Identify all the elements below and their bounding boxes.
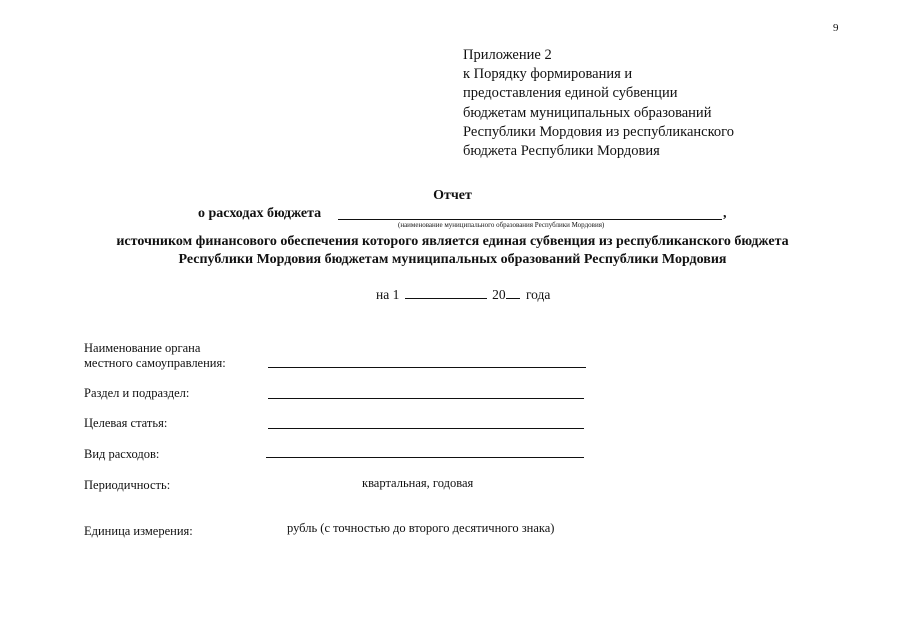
date-prefix: на 1: [376, 287, 400, 302]
report-title: Отчет: [433, 188, 472, 203]
annex-heading: [463, 46, 734, 161]
expense-type-field[interactable]: [266, 457, 584, 458]
report-date-line: [376, 287, 550, 303]
target-field[interactable]: [268, 428, 584, 429]
annex-line: Приложение 2: [463, 47, 552, 63]
periodicity-value: квартальная, годовая: [362, 476, 474, 490]
date-year-blank[interactable]: [506, 288, 520, 299]
annex-line: предоставления единой субвенции: [463, 85, 678, 102]
section-label: Раздел и подраздел:: [84, 386, 190, 400]
municipality-name-hint: (наименование муниципального образования Республики Мордовия): [398, 221, 605, 229]
date-month-blank[interactable]: [405, 288, 487, 299]
annex-line: Республики Мордовия из республиканского: [463, 123, 735, 140]
date-year-prefix: 20: [492, 287, 506, 302]
report-source-line-1: источником финансового обеспечения которого является единая субвенция из республиканского бюджета: [116, 234, 789, 249]
annex-line: к Порядку формирования и: [463, 66, 633, 83]
page-number: 9: [833, 22, 839, 34]
periodicity-label: Периодичность:: [84, 478, 171, 492]
date-suffix: года: [525, 287, 551, 302]
organ-label-line-1: Наименование органа: [84, 341, 201, 355]
annex-line: бюджета Республики Мордовия: [463, 143, 660, 160]
annex-line: бюджетам муниципальных образований: [463, 104, 712, 121]
report-source-line-2: Республики Мордовия бюджетам муниципальных образований Республики Мордовия: [178, 252, 727, 267]
unit-label: Единица измерения:: [84, 524, 193, 538]
section-field[interactable]: [268, 398, 584, 399]
subtitle-comma: ,: [723, 206, 727, 221]
report-subtitle-prefix: о расходах бюджета: [198, 206, 322, 221]
expense-type-label: Вид расходов:: [84, 447, 160, 461]
target-label: Целевая статья:: [84, 416, 168, 430]
organ-field[interactable]: [268, 367, 586, 368]
municipality-name-blank[interactable]: [338, 219, 722, 220]
organ-label: [84, 341, 226, 371]
unit-value: рубль (с точностью до второго десятичного знака): [287, 521, 555, 535]
organ-label-line-2: местного самоуправления:: [84, 356, 226, 370]
